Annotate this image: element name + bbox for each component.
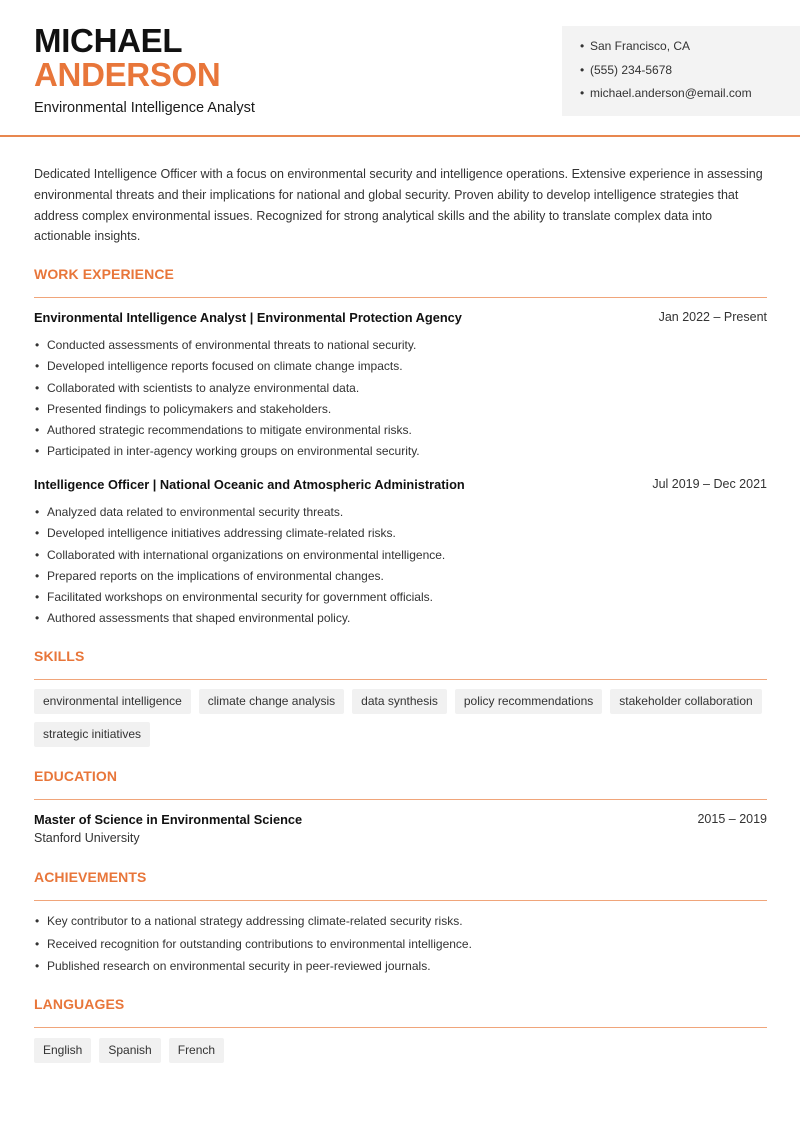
list-item: • Developed intelligence initiatives addressing climate-related risks. — [34, 525, 767, 546]
bullet-icon: • — [580, 86, 585, 100]
section-title-education: EDUCATION — [34, 768, 767, 800]
skills-list — [34, 689, 767, 747]
resume-header — [0, 0, 800, 137]
contact-location — [580, 38, 800, 62]
languages-list — [34, 1038, 767, 1063]
location-text: San Francisco, CA — [590, 39, 691, 53]
job-dates: Jan 2022 – Present — [658, 310, 767, 324]
list-item: • Published research on environmental security in peer-reviewed journals. — [34, 958, 767, 981]
list-item: • Participated in inter-agency working groups on environmental security. — [34, 443, 767, 464]
email-text: michael.anderson@email.com — [590, 86, 752, 100]
job-heading — [34, 477, 767, 492]
language-chip: Spanish — [99, 1038, 160, 1063]
job-title: Environmental Intelligence Analyst — [34, 100, 255, 116]
degree-text: Master of Science in Environmental Science — [34, 812, 303, 827]
skill-chip: climate change analysis — [199, 689, 344, 714]
bullet-icon: • — [580, 62, 585, 77]
section-title-languages: LANGUAGES — [34, 996, 767, 1028]
list-item: • Developed intelligence reports focused on climate change impacts. — [34, 358, 767, 379]
job-heading-text: Intelligence Officer | National Oceanic and Atmospheric Administration — [34, 477, 465, 492]
list-item: • Received recognition for outstanding contributions to environmental intelligence. — [34, 936, 767, 959]
job-bullets — [34, 504, 767, 632]
first-name: MICHAEL — [34, 22, 183, 59]
list-item: • Authored assessments that shaped environmental policy. — [34, 610, 767, 631]
job-dates: Jul 2019 – Dec 2021 — [652, 477, 767, 491]
contact-email[interactable] — [580, 85, 800, 109]
list-item: • Prepared reports on the implications of environmental changes. — [34, 568, 767, 589]
skill-chip: data synthesis — [352, 689, 447, 714]
job-heading-text: Environmental Intelligence Analyst | Environmental Protection Agency — [34, 310, 462, 325]
list-item: • Collaborated with international organizations on environmental intelligence. — [34, 547, 767, 568]
section-title-work: WORK EXPERIENCE — [34, 266, 767, 298]
achievements-list — [34, 913, 767, 981]
language-chip: English — [34, 1038, 91, 1063]
summary-paragraph: Dedicated Intelligence Officer with a focus on environmental security and intelligence operations. Extensive experience in assessing environmental threats and their implications for national and global security. Proven ability to develop intelligence strategies that address complex environmental issues. Recognized for strong analytical skills and the ability to translate complex data into actionable insights. — [34, 167, 763, 244]
skill-chip: stakeholder collaboration — [610, 689, 761, 714]
list-item: • Collaborated with scientists to analyze environmental data. — [34, 380, 767, 401]
list-item: • Authored strategic recommendations to mitigate environmental risks. — [34, 422, 767, 443]
education-heading — [34, 812, 767, 827]
job-bullets — [34, 337, 767, 465]
skill-chip: strategic initiatives — [34, 722, 150, 747]
section-title-achievements: ACHIEVEMENTS — [34, 869, 767, 901]
language-chip: French — [169, 1038, 224, 1063]
bullet-icon: • — [580, 39, 585, 53]
school-name: Stanford University — [34, 831, 140, 845]
list-item: • Presented findings to policymakers and stakeholders. — [34, 401, 767, 422]
list-item: • Conducted assessments of environmental threats to national security. — [34, 337, 767, 358]
section-title-skills: SKILLS — [34, 648, 767, 680]
job-heading — [34, 310, 767, 325]
contact-box — [562, 26, 800, 116]
education-dates: 2015 – 2019 — [697, 812, 767, 826]
skill-chip: policy recommendations — [455, 689, 602, 714]
contact-phone[interactable] — [580, 62, 800, 86]
list-item: • Key contributor to a national strategy addressing climate-related security risks. — [34, 913, 767, 936]
last-name: ANDERSON — [34, 56, 221, 93]
list-item: • Analyzed data related to environmental security threats. — [34, 504, 767, 525]
phone-text: (555) 234-5678 — [590, 62, 673, 77]
list-item: • Facilitated workshops on environmental security for government officials. — [34, 589, 767, 610]
skill-chip: environmental intelligence — [34, 689, 191, 714]
candidate-name — [34, 24, 220, 92]
